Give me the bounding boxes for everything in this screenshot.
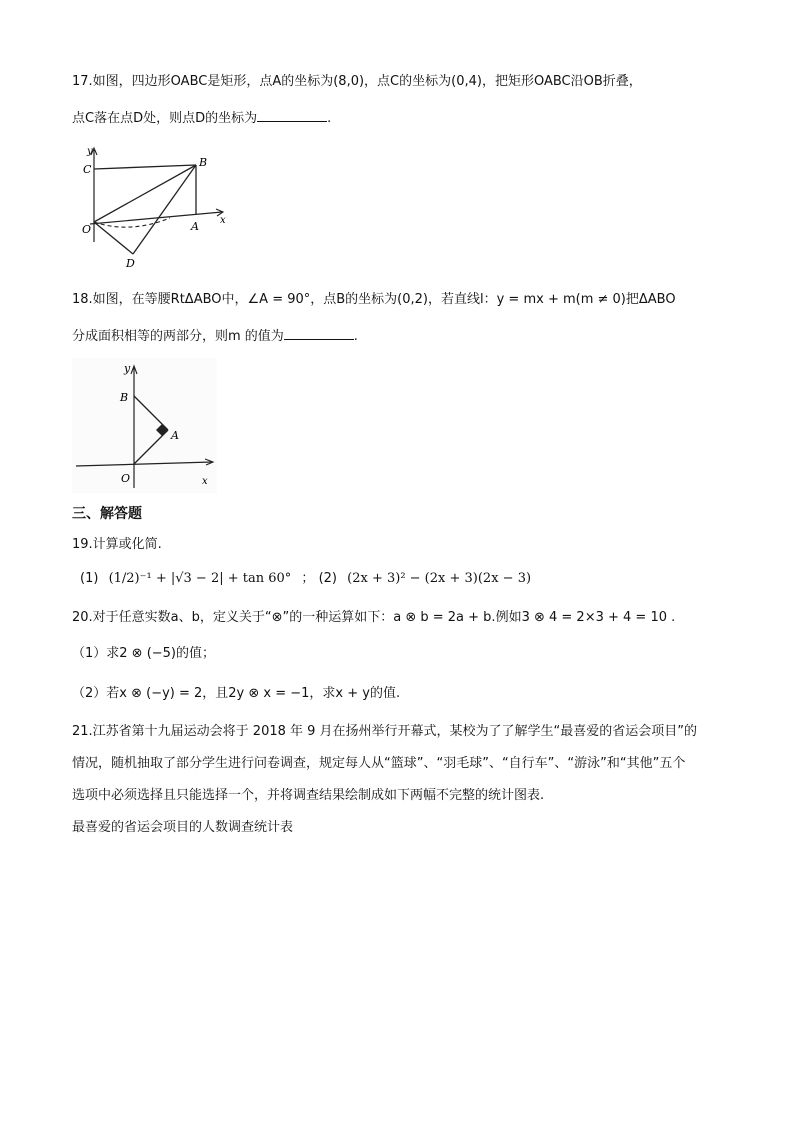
q17-line2-text: 点C落在点D处，则点D的坐标为 xyxy=(72,111,258,126)
fig18-label-a: A xyxy=(171,429,179,442)
q18-answer-blank xyxy=(284,327,354,340)
fig18-label-y: y xyxy=(124,362,131,375)
q19-title: 19.计算或化简. xyxy=(72,537,162,552)
q19-part2-label: (2) xyxy=(318,571,337,586)
fig18-label-o: O xyxy=(121,472,131,485)
q19-separator: ； xyxy=(301,571,315,586)
q17-figure xyxy=(70,142,230,270)
q21-line2: 情况，随机抽取了部分学生进行问卷调查，规定每人从“篮球”、“羽毛球”、“自行车”、“游泳”和“其他”五个 xyxy=(72,756,686,771)
fig17-label-a: A xyxy=(191,220,199,233)
fig18-label-b: B xyxy=(120,391,129,404)
fig17-label-y: y xyxy=(87,146,93,157)
q20-line1: 20.对于任意实数a、b，定义关于“⊗”的一种运算如下：a ⊗ b = 2a + b.例如3 ⊗ 4 = 2×3 + 4 = 10 . xyxy=(72,610,676,625)
q21-table-title: 最喜爱的省运会项目的人数调查统计表 xyxy=(72,820,294,835)
q19-part1-expression: (1/2)⁻¹ + |√3 − 2| + tan 60° xyxy=(108,571,292,586)
q17-end: . xyxy=(327,111,332,126)
q19-part1-label: (1) xyxy=(80,571,99,586)
q17-line2 xyxy=(72,109,331,128)
q17-answer-blank xyxy=(257,109,327,122)
q19-part2-expression: (2x + 3)² − (2x + 3)(2x − 3) xyxy=(347,571,532,586)
q18-end: . xyxy=(353,329,358,344)
q20-part1: （1）求2 ⊗ (−5)的值； xyxy=(72,646,216,661)
q19-parts xyxy=(80,570,531,588)
q21-line1: 21.江苏省第十九届运动会将于 2018 年 9 月在扬州举行开幕式，某校为了了解学生“最喜爱的省运会项目”的 xyxy=(72,724,698,739)
fig17-label-b: B xyxy=(199,156,208,169)
q18-line2 xyxy=(72,327,358,346)
section-heading: 三、解答题 xyxy=(72,506,142,522)
q21-line3: 选项中必须选择且只能选择一个，并将调查结果绘制成如下两幅不完整的统计图表. xyxy=(72,788,545,803)
q18-figure xyxy=(72,358,217,493)
fig17-label-c: C xyxy=(83,163,92,176)
q20-part2: （2）若x ⊗ (−y) = 2，且2y ⊗ x = −1，求x + y的值. xyxy=(72,686,401,701)
q17-line1: 17.如图，四边形OABC是矩形，点A的坐标为(8,0)，点C的坐标为(0,4)，把矩形OABC沿OB折叠， xyxy=(72,74,642,89)
fig17-label-o: O xyxy=(82,223,92,236)
fig18-label-x: x xyxy=(202,476,208,487)
fig17-label-d: D xyxy=(126,257,135,270)
q18-line1: 18.如图，在等腰RtΔABO中，∠A = 90°，点B的坐标为(0,2)，若直线l：y = mx + m(m ≠ 0)把ΔABO xyxy=(72,292,676,307)
q18-line2-text: 分成面积相等的两部分，则m 的值为 xyxy=(72,329,284,344)
fig17-label-x: x xyxy=(220,215,226,226)
